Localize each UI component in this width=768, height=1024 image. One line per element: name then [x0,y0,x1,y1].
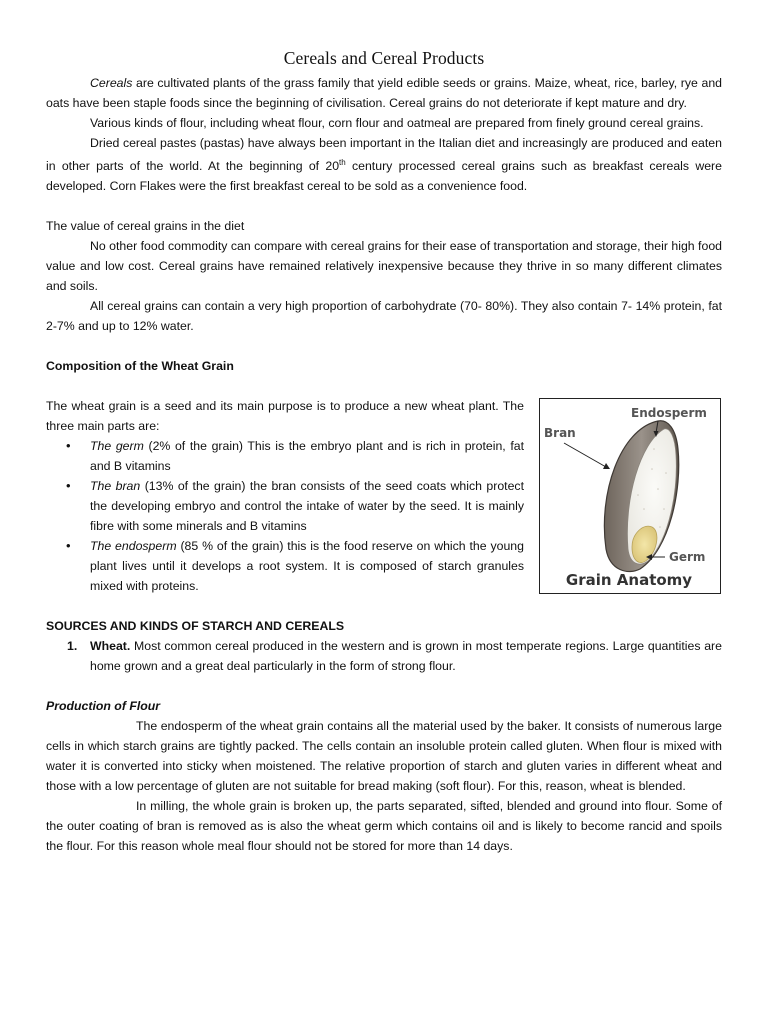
item-term: Wheat. [90,639,131,654]
intro-paragraph-2: Various kinds of flour, including wheat flour, corn flour and oatmeal are prepared from finely ground cereal grains. [90,116,704,130]
grain-anatomy-figure [539,398,721,594]
label-endosperm: Endosperm [631,406,707,421]
figure-caption: Grain Anatomy [565,571,693,590]
sources-list [46,636,722,676]
flour-paragraph-1: The endosperm of the wheat grain contains all the material used by the baker. It consists of numerous large cells in which starch grains are tightly packed. The cells contain an insoluble protein called gluten. When flour is mixed with water it is converted into sticky when moistened. The relative proportion of starch and gluten varies in different wheat and those with a low percentage of gluten are not suitable for bread making (soft flour). For this, reason, wheat is blended. [46,719,722,794]
part-text: (85 % of the grain) this is the food reserve on which the young plant lives until it develops a root system. It is composed of starch granules mixed with proteins. [90,539,524,594]
sources-heading: SOURCES AND KINDS OF STARCH AND CEREALS [46,619,345,634]
composition-heading: Composition of the Wheat Grain [46,359,234,374]
part-term: The germ [90,439,144,454]
item-text: Most common cereal produced in the western and is grown in most temperate regions. Large quantities are home grown and a great deal particularly in the form of strong flour. [90,639,722,674]
wheat-grain-text [46,396,524,596]
composition-intro: The wheat grain is a seed and its main purpose is to produce a new wheat plant. The three main parts are: [46,399,524,434]
document-page [46,48,722,856]
intro-paragraph-3 [46,133,722,196]
flour-heading: Production of Flour [46,699,161,714]
part-text: (13% of the grain) the bran consists of the seed coats which protect the developing embryo and control the intake of water by the seed. It is mainly fibre with some minerals and B vitamins [90,479,524,534]
grain-anatomy-illustration [540,399,719,592]
list-item [67,636,722,676]
intro-paragraph-3-part-b: century processed cereal grains such as breakfast cereals were developed. Corn Flakes were the first breakfast cereal to be sold as a convenience food. [46,159,722,194]
term-cereals: Cereals [90,76,133,90]
flour-paragraph-2: In milling, the whole grain is broken up, the parts separated, sifted, blended and ground into flour. Some of the outer coating of bran is removed as is also the wheat germ which contains oil and is likely to become rancid and spoils the flour. For this reason whole meal flour should not be stored for more than 14 days. [46,799,722,854]
wheat-grain-section [46,396,722,596]
list-item [90,536,524,596]
value-paragraph-2: All cereal grains can contain a very high proportion of carbohydrate (70- 80%). They also contain 7- 14% protein, fat 2-7% and up to 12% water. [46,299,722,334]
label-bran: Bran [544,426,576,441]
label-germ: Germ [669,550,706,565]
part-term: The bran [90,479,141,494]
list-item [90,436,524,476]
list-item [90,476,524,536]
value-paragraph-1: No other food commodity can compare with cereal grains for their ease of transportation and storage, their high food value and low cost. Cereal grains have remained relatively inexpensive because they thrive in so many different climates and soils. [46,239,722,294]
superscript-th: th [339,158,346,167]
intro-paragraph-3-part-a: Dried cereal pastes (pastas) have always been important in the Italian diet and increasingly are produced and eaten in other parts of the world. At the beginning of 20 [46,136,722,174]
value-heading: The value of cereal grains in the diet [46,219,245,234]
page-title: Cereals and Cereal Products [283,48,485,68]
intro-paragraph-1 [46,73,722,113]
intro-paragraph-1-text: are cultivated plants of the grass family that yield edible seeds or grains. Maize, wheat, rice, barley, rye and oats have been staple foods since the beginning of civilisation. Cereal grains do not deteriorate if kept mature and dry. [46,76,722,110]
part-text: (2% of the grain) This is the embryo plant and is rich in protein, fat and B vitamins [90,439,525,474]
grain-parts-list [46,436,524,596]
part-term: The endosperm [90,539,177,554]
item-number: 1. [67,639,78,654]
